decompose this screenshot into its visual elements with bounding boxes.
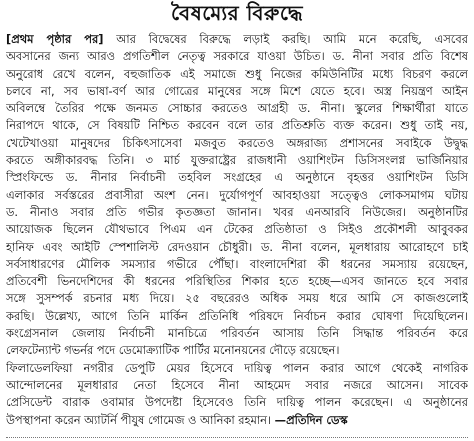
byline: —প্রতিদিন ডেস্ক [274, 412, 348, 427]
article-line: নিরাপদে থাকে, সে বিষয়টি নিশ্চিত করবেন বলে তার প্রতিশ্রুতি ব্যক্ত করেন। শুধু তাই নয়, [6, 118, 468, 133]
article-line: করতে অঙ্গীকারবদ্ধ তিনি। ৩ মার্চ যুক্তরাষ্ট্রের রাজধানী ওয়াশিংটন ডিসিসংলগ্ন ভার্জিনিয়ার [6, 153, 468, 168]
article-line: [প্রথম পৃষ্ঠার পর] আর বিদ্বেষের বিরুদ্ধে লড়াই করছি। আমি মনে করেছি, এসবের [6, 32, 468, 46]
article-line: চলবে না, সব ভাষা-বর্ণ আর গোত্রের মানুষের সঙ্গে মিশে যেতে হবে। অস্ত্র নিয়ন্ত্রণ আইন [6, 83, 468, 98]
continuation-label: [প্রথম পৃষ্ঠার পর] [6, 32, 104, 46]
bottom-divider [6, 437, 468, 438]
article-line: অবিলম্বে তৈরির পক্ষে জনমত সোচ্চার করতেও আগ্রহী ড. নীনা। স্কুলের শিক্ষার্থীরা যাতে [6, 101, 468, 116]
article-line: অনুরোধ রেখে বলেন, বহুজাতিক এই সমাজে শুধু নিজের কমিউনিটির মধ্যে বিচরণ করলে [6, 66, 468, 81]
article-line: সর্বসাধারণের মৌলিক সমস্যার গভীরে পৌঁছা। বাংলাদেশিরা কী ধরনের সমস্যায় রয়েছেন, [6, 256, 468, 271]
article-line: কংগ্রেসনাল জেলায় নির্বাচনী মানচিত্রে পরিবর্তন আসায় তিনি সিদ্ধান্ত পরিবর্তন করে [6, 326, 468, 341]
article-line: উপস্থাপনা করেন অ্যাটর্নি পীযুষ গোমেজ ও আনিকা রহমান। —প্রতিদিন ডেস্ক [6, 412, 348, 427]
article-line: আন্দোলনের মূলধারার নেতা হিসেবে নীনা আহমেদ সবার নজরে আসেন। সাবেক [6, 377, 468, 392]
article-line: আয়োজক ছিলেন যৌথভাবে পিএম এন টেকের প্রতিষ্ঠাতা ও সিইও প্রকৌশলী আবুবকর [6, 222, 468, 237]
article-line: করছি। উল্লেখ্য, আগে তিনি মার্কিন প্রতিনিধি পরিষদে নির্বাচন করার ঘোষণা দিয়েছিলেন। [6, 308, 468, 323]
article-line: সঙ্গে সুসম্পর্ক রচনার মধ্য দিয়ে। ২৫ বছরেরও অধিক সময় ধরে আমি সে কাজগুলোই [6, 291, 468, 306]
article-line: হানিফ এবং আইটি স্পেশালিস্ট রেদওয়ান চৌধুরী। ড. নীনা বলেন, মূলধারায় আরোহণে চাই [6, 239, 468, 254]
article-line: ড. নীনাও সবার প্রতি গভীর কৃতজ্ঞতা জানান। খবর এনআরবি নিউজের। অনুষ্ঠানটির [6, 204, 468, 219]
article-line: এলাকার সর্বস্তরের প্রবাসীরা অংশ নেন। দুর্যোগপূর্ণ আবহাওয়া সত্ত্বেও লোকসমাগম ঘটায় [6, 187, 468, 202]
article-line: খেটেখাওয়া মানুষদের চিকিৎসাসেবা মজবুত করতেও অঙ্গরাজ্য প্রশাসনের সবাইকে উদ্বুদ্ধ [6, 135, 468, 150]
article-line: ফিলাডেলফিয়া নগরীর ডেপুটি মেয়র হিসেবে দায়িত্ব পালন করার আগে থেকেই নাগরিক [6, 360, 468, 375]
article-line: প্রতিবেশী ভিনদেশিদের কী ধরনের পরিস্থিতির শিকার হতে হচ্ছে—এসব জানতে হবে সবার [6, 274, 468, 289]
article-line: স্প্রিংফিল্ডে ড. নীনার নির্বাচনী তহবিল সংগ্রহের এ অনুষ্ঠানে বৃহত্তর ওয়াশিংটন ডিসি [6, 170, 468, 185]
article-line: প্রেসিডেন্ট বারাক ওবামার উপদেষ্টা হিসেবেও তিনি দায়িত্ব পালন করেছেন। এ অনুষ্ঠানের [6, 395, 468, 410]
article-line: অবসানের জন্য আরও প্রগতিশীল নেতৃত্ব সরকারে যাওয়া উচিত। ড. নীনা সবার প্রতি বিশেষ [6, 49, 468, 64]
article-body [6, 31, 468, 429]
article-line: লেফটেন্যান্ট গভর্নর পদে ডেমোক্র্যাটিক পার্টির মনোনয়নের দৌড়ে রয়েছেন। [6, 343, 340, 358]
headline: বৈষম্যের বিরুদ্ধে [170, 1, 304, 25]
